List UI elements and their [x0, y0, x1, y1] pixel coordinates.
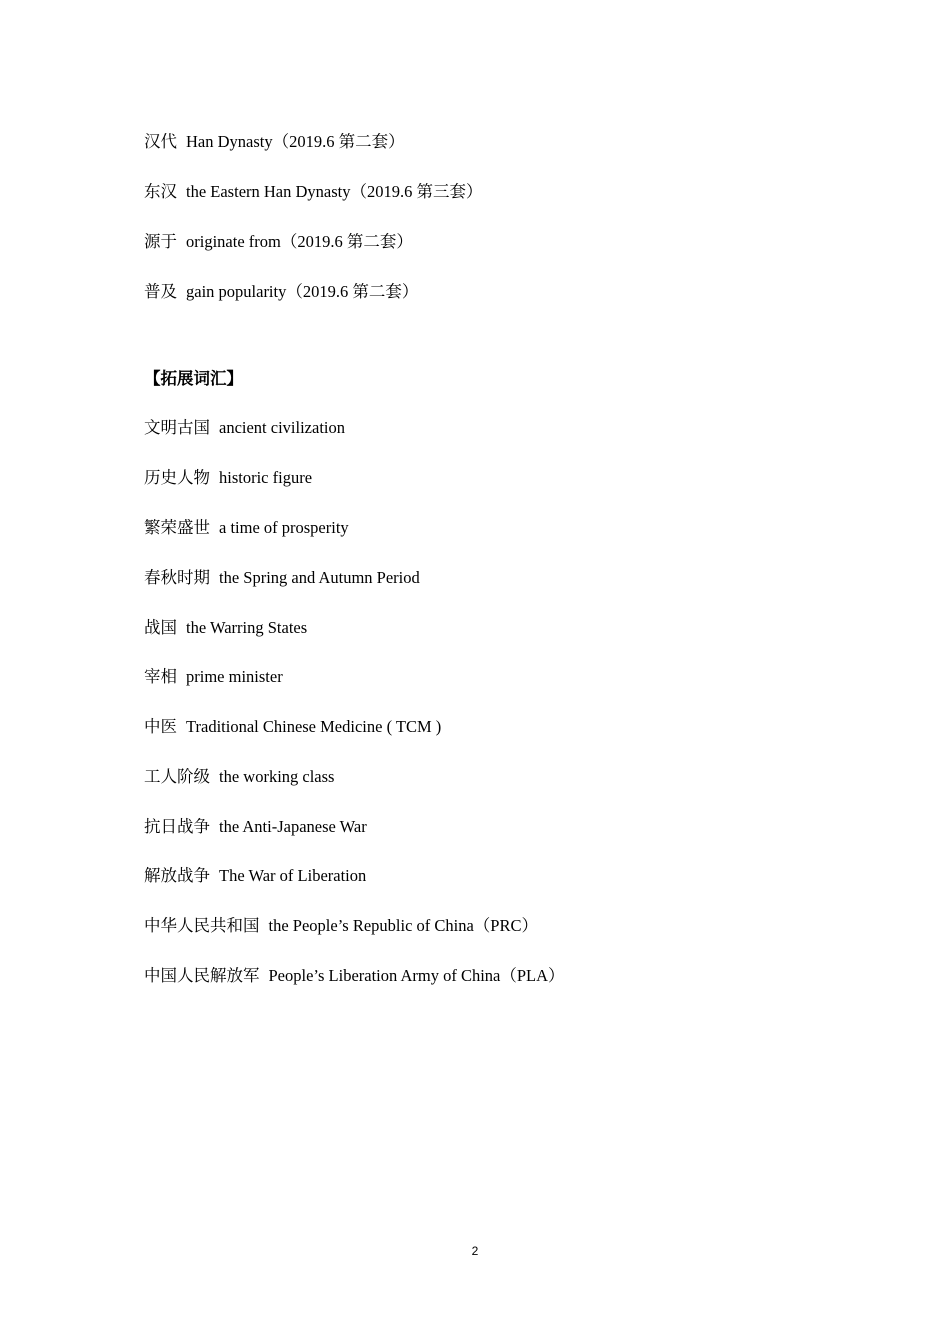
vocab-entry — [144, 416, 345, 440]
vocab-english: Han Dynasty（2019.6 第二套） — [186, 132, 405, 151]
vocab-chinese: 普及 — [144, 282, 177, 301]
vocab-chinese: 东汉 — [144, 182, 177, 201]
vocab-chinese: 历史人物 — [144, 468, 210, 487]
vocab-english: gain popularity（2019.6 第二套） — [186, 282, 419, 301]
vocab-english: The War of Liberation — [219, 866, 367, 885]
vocab-english: prime minister — [186, 667, 283, 686]
vocab-chinese: 中国人民解放军 — [144, 966, 260, 985]
vocab-entry — [144, 964, 565, 988]
vocab-entry — [144, 616, 307, 640]
vocab-chinese: 春秋时期 — [144, 568, 210, 587]
vocab-entry — [144, 230, 413, 254]
vocab-entry — [144, 516, 349, 540]
vocab-english: People’s Liberation Army of China（PLA） — [268, 966, 565, 985]
vocab-chinese: 中华人民共和国 — [144, 916, 260, 935]
page-number: 2 — [471, 1244, 479, 1258]
vocab-english: the Eastern Han Dynasty（2019.6 第三套） — [186, 182, 483, 201]
vocab-entry — [144, 665, 283, 689]
vocab-entry — [144, 715, 441, 739]
section-heading: 【拓展词汇】 — [144, 369, 243, 388]
vocab-english: Traditional Chinese Medicine ( TCM ) — [186, 717, 442, 736]
vocab-english: the working class — [219, 767, 335, 786]
vocab-entry — [144, 566, 420, 590]
vocab-english: ancient civilization — [219, 418, 345, 437]
vocab-english: originate from（2019.6 第二套） — [186, 232, 413, 251]
vocab-entry — [144, 280, 418, 304]
vocab-chinese: 工人阶级 — [144, 767, 210, 786]
vocab-entry — [144, 765, 334, 789]
vocab-entry — [144, 130, 405, 154]
vocab-chinese: 抗日战争 — [144, 817, 210, 836]
vocab-english: the People’s Republic of China（PRC） — [268, 916, 538, 935]
vocab-entry — [144, 815, 367, 839]
vocab-english: a time of prosperity — [219, 518, 349, 537]
vocab-chinese: 源于 — [144, 232, 177, 251]
vocab-chinese: 战国 — [144, 618, 177, 637]
vocab-english: the Spring and Autumn Period — [219, 568, 420, 587]
vocab-entry — [144, 864, 366, 888]
vocab-chinese: 中医 — [144, 717, 177, 736]
vocab-chinese: 解放战争 — [144, 866, 210, 885]
vocab-entry — [144, 466, 312, 490]
vocab-chinese: 宰相 — [144, 667, 177, 686]
vocab-chinese: 文明古国 — [144, 418, 210, 437]
vocab-entry — [144, 180, 483, 204]
vocab-chinese: 汉代 — [144, 132, 177, 151]
vocab-english: the Warring States — [186, 618, 308, 637]
vocab-chinese: 繁荣盛世 — [144, 518, 210, 537]
vocab-entry — [144, 914, 538, 938]
vocab-english: the Anti-Japanese War — [219, 817, 367, 836]
vocab-english: historic figure — [219, 468, 313, 487]
